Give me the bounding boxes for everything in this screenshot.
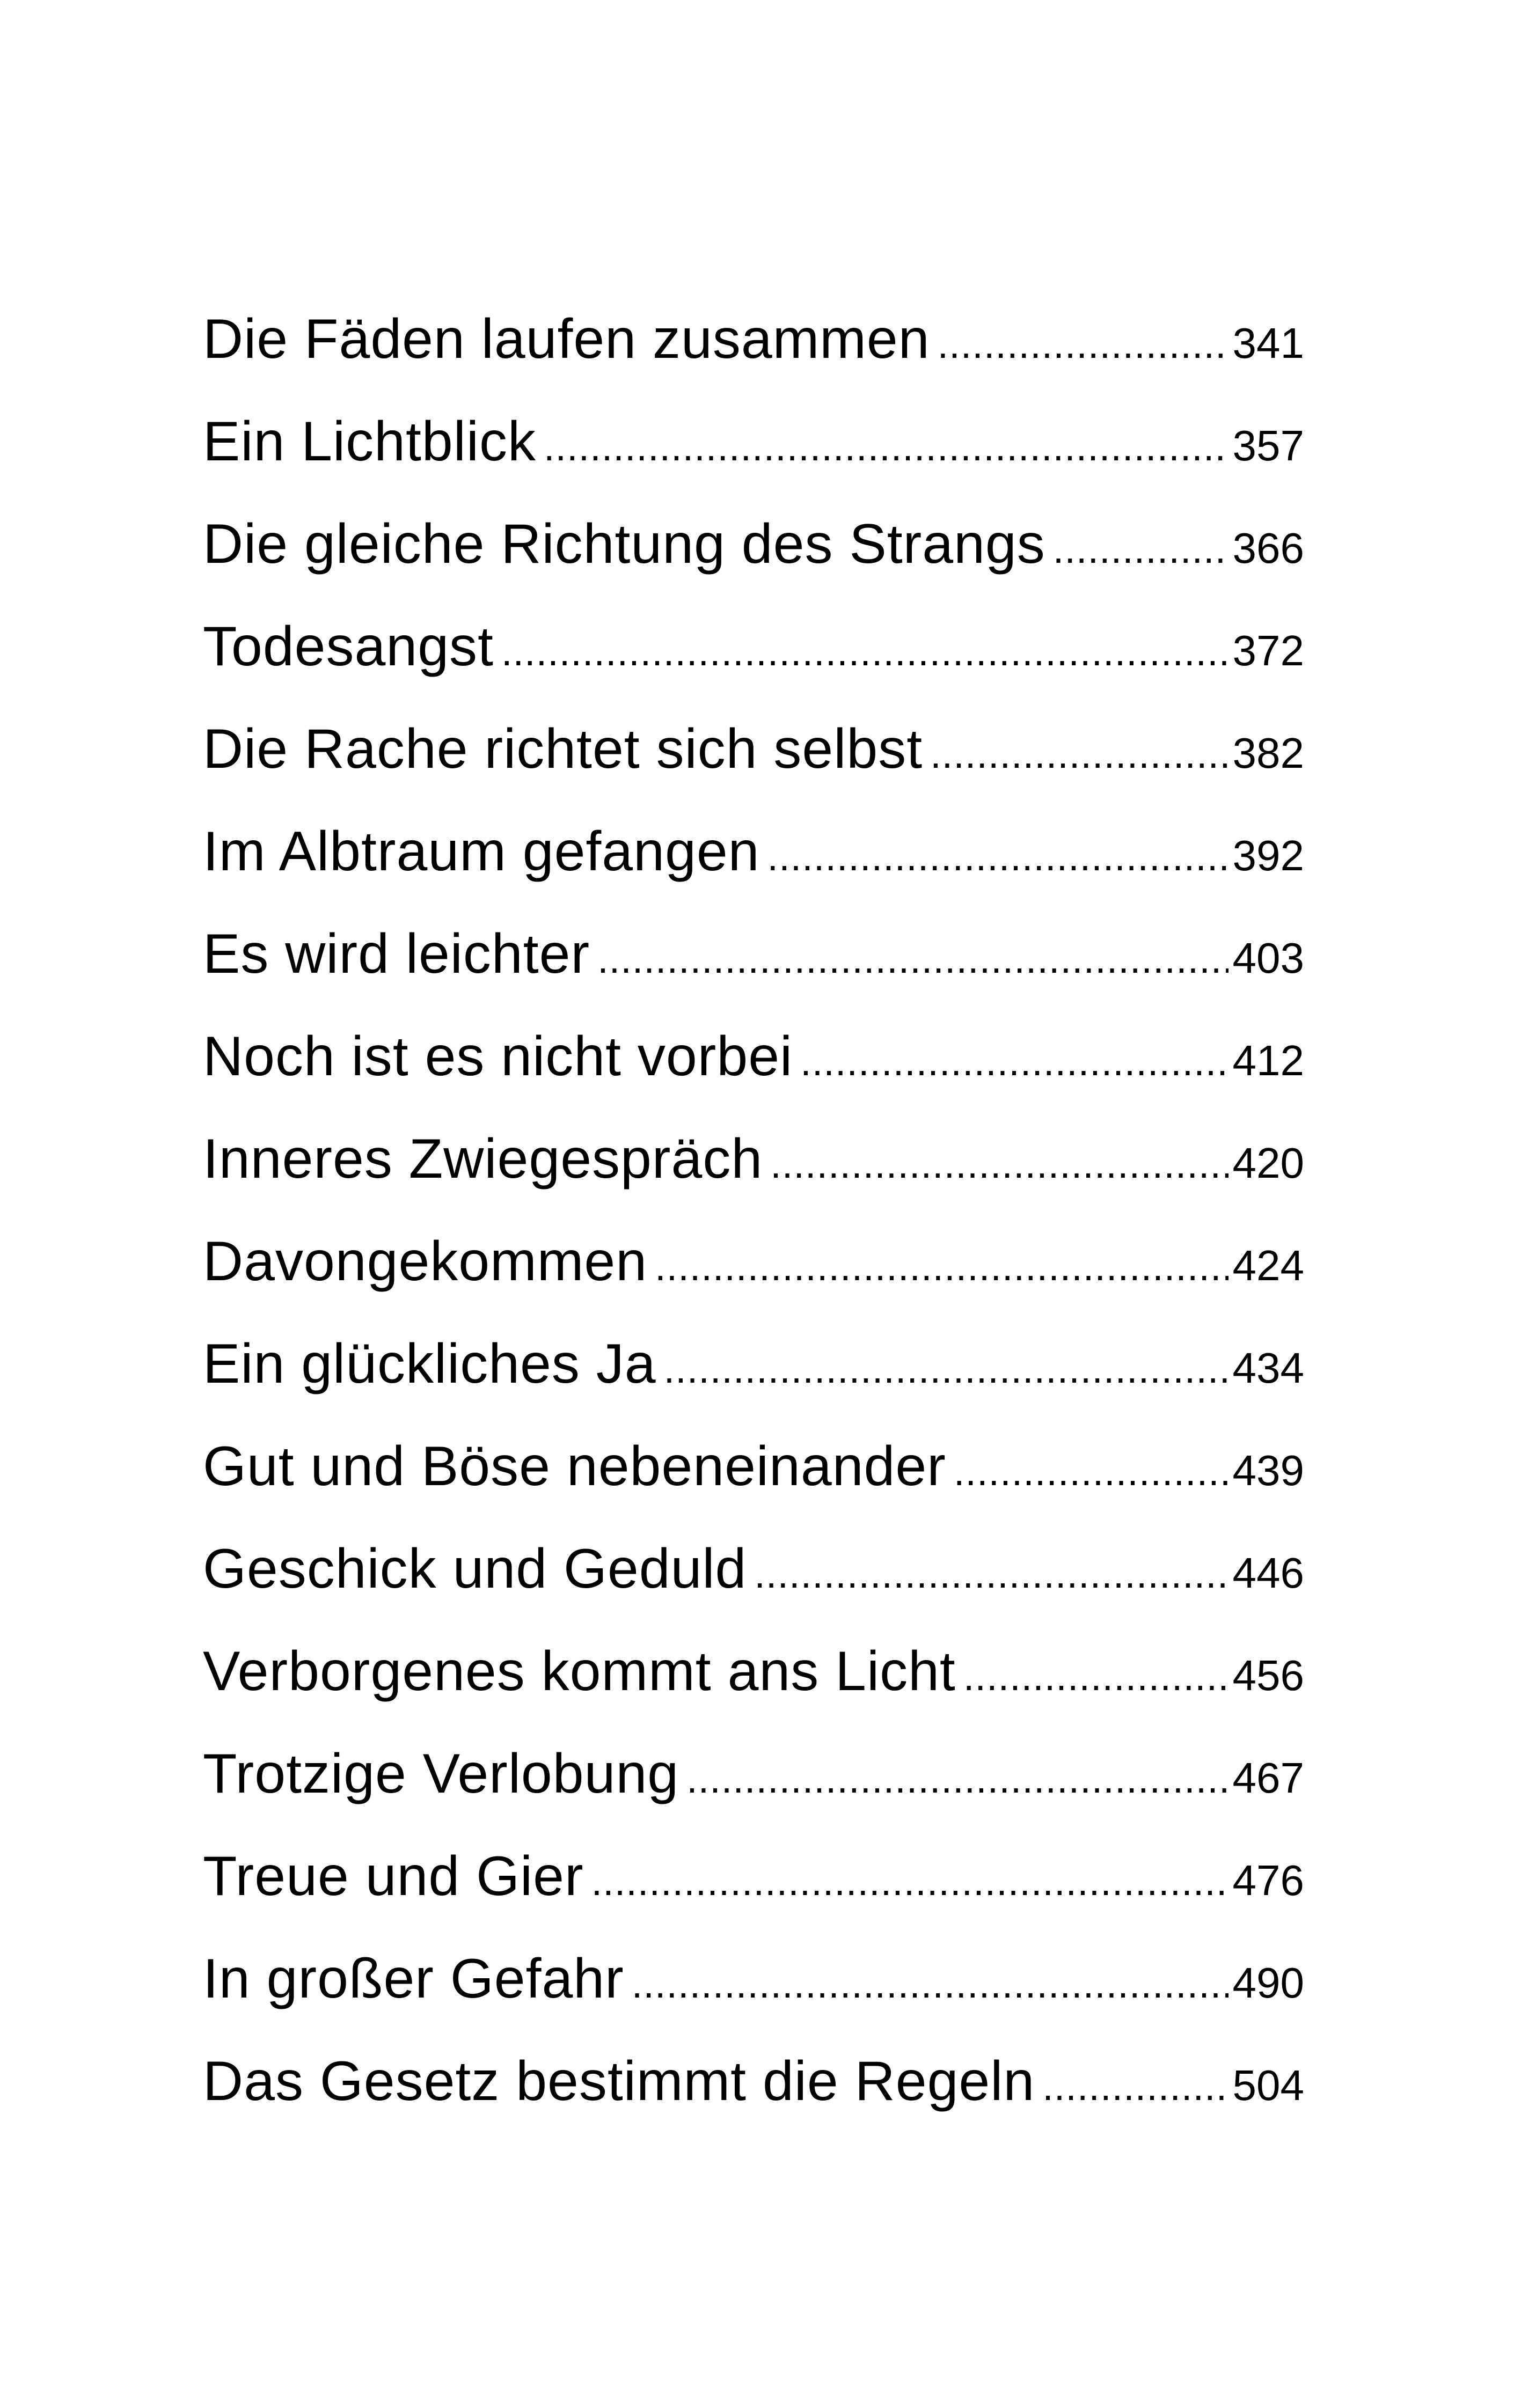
toc-entry <box>203 1025 1304 1131</box>
toc-entry-page: 439 <box>1232 1447 1304 1494</box>
toc-entry-title: Trotzige Verlobung <box>203 1743 679 1805</box>
toc-entry <box>203 1128 1304 1234</box>
toc-entry-page: 446 <box>1232 1549 1304 1597</box>
toc-entry-title: Inneres Zwiegespräch <box>203 1128 763 1190</box>
toc-entry-page: 357 <box>1232 422 1304 469</box>
toc-entry-title: Im Albtraum gefangen <box>203 820 760 883</box>
toc-entry-page: 392 <box>1232 832 1304 879</box>
toc-entry-title: Es wird leichter <box>203 923 590 985</box>
toc-entry-page: 412 <box>1232 1037 1304 1084</box>
toc-dot-leader <box>544 427 1228 467</box>
toc-entry-page: 372 <box>1232 627 1304 674</box>
toc-entry-title: Das Gesetz bestimmt die Regeln <box>203 2050 1035 2112</box>
toc-entry-title: Davongekommen <box>203 1230 648 1293</box>
toc-entry <box>203 718 1304 824</box>
toc-dot-leader <box>770 1144 1228 1184</box>
toc-entry-title: Gut und Böse nebeneinander <box>203 1435 946 1497</box>
toc-dot-leader <box>1042 2067 1228 2106</box>
toc-dot-leader <box>591 1862 1228 1902</box>
toc-entry-page: 467 <box>1232 1754 1304 1802</box>
toc-entry-page: 341 <box>1232 319 1304 367</box>
toc-entry <box>203 615 1304 721</box>
toc-entry <box>203 513 1304 619</box>
toc-entry-title: In großer Gefahr <box>203 1948 624 2010</box>
toc-entry <box>203 1743 1304 1848</box>
toc-dot-leader <box>664 1349 1228 1389</box>
toc-entry-title: Die Fäden laufen zusammen <box>203 308 930 370</box>
toc-entry-page: 366 <box>1232 524 1304 572</box>
toc-entry <box>203 1948 1304 2053</box>
toc-dot-leader <box>767 837 1228 877</box>
toc-entry-title: Treue und Gier <box>203 1845 584 1907</box>
toc-entry-title: Todesangst <box>203 615 494 678</box>
toc-entry <box>203 1333 1304 1438</box>
toc-dot-leader <box>963 1657 1228 1697</box>
toc-dot-leader <box>754 1554 1228 1594</box>
toc-dot-leader <box>655 1247 1228 1287</box>
toc-entry-title: Ein Lichtblick <box>203 410 536 473</box>
toc-entry-page: 420 <box>1232 1139 1304 1187</box>
toc-entry-title: Ein glückliches Ja <box>203 1333 656 1395</box>
toc-dot-leader <box>501 632 1228 672</box>
toc-entry-page: 504 <box>1232 2061 1304 2109</box>
toc-dot-leader <box>632 1964 1228 2004</box>
toc-entry-title: Die Rache richtet sich selbst <box>203 718 923 780</box>
toc-dot-leader <box>686 1759 1228 1799</box>
toc-dot-leader <box>597 939 1228 979</box>
toc-entry <box>203 820 1304 926</box>
toc-dot-leader <box>954 1452 1228 1492</box>
toc-entry-page: 382 <box>1232 729 1304 777</box>
toc-dot-leader <box>938 325 1228 364</box>
toc-entry-page: 456 <box>1232 1651 1304 1699</box>
toc-entry-title: Verborgenes kommt ans Licht <box>203 1640 956 1702</box>
toc-entry <box>203 410 1304 516</box>
toc-dot-leader <box>930 735 1228 774</box>
toc-entry <box>203 923 1304 1029</box>
toc-entry-page: 490 <box>1232 1959 1304 2007</box>
toc-entry <box>203 308 1304 414</box>
toc-entry-page: 424 <box>1232 1242 1304 1289</box>
toc-dot-leader <box>1053 530 1228 569</box>
toc-dot-leader <box>800 1042 1228 1082</box>
toc-entry <box>203 1845 1304 1951</box>
toc-entry <box>203 1230 1304 1336</box>
toc-entry <box>203 2050 1304 2156</box>
table-of-contents <box>203 308 1304 2156</box>
toc-entry-title: Geschick und Geduld <box>203 1538 747 1600</box>
toc-entry-page: 434 <box>1232 1344 1304 1392</box>
toc-entry-title: Die gleiche Richtung des Strangs <box>203 513 1045 575</box>
toc-entry-page: 403 <box>1232 934 1304 982</box>
toc-entry <box>203 1435 1304 1541</box>
toc-entry <box>203 1538 1304 1643</box>
toc-entry-title: Noch ist es nicht vorbei <box>203 1025 793 1088</box>
toc-entry-page: 476 <box>1232 1856 1304 1904</box>
toc-entry <box>203 1640 1304 1746</box>
